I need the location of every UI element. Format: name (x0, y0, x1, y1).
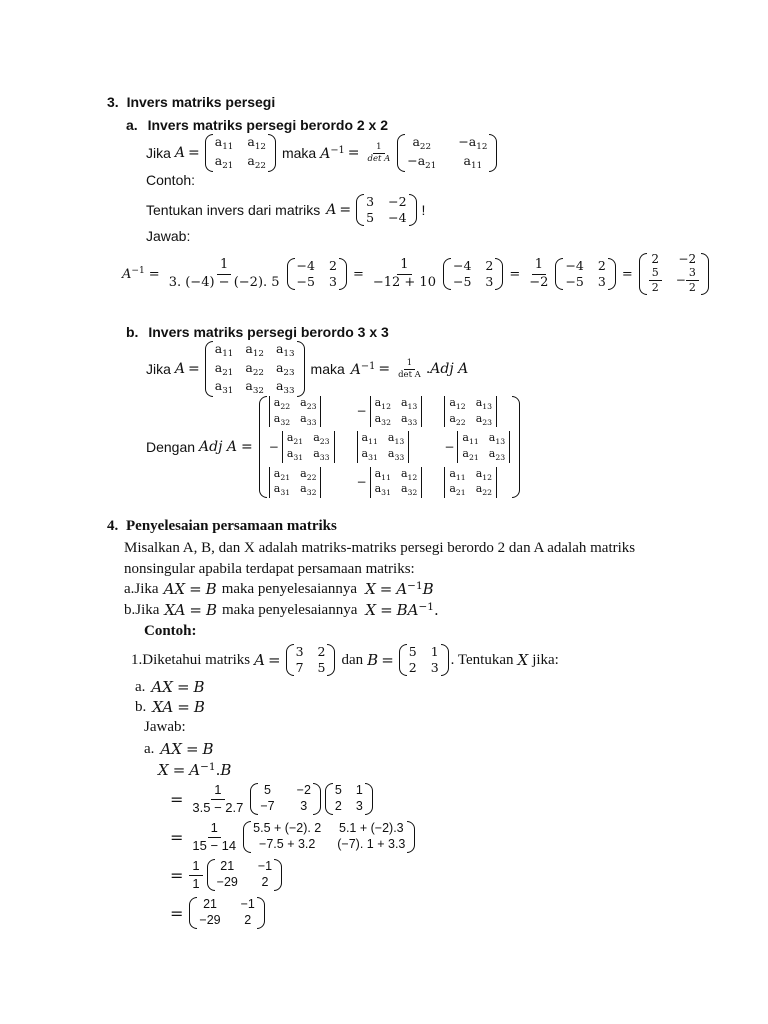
fraction-2: $\frac{1}{-12 + 10}$ (372, 257, 436, 290)
det-fraction: 1 det A (367, 141, 391, 164)
paragraph-line-1: Misalkan A, B, dan X adalah matriks-matriks persegi berordo 2 dan A adalah matriks (124, 540, 636, 556)
fraction-3: $\frac{1}{-2}$ (529, 257, 549, 290)
tentukan-text: Tentukan invers dari matriks (146, 202, 321, 218)
result-matrix: 2 −2 5 2 − $\frac{3}{2}$ (639, 253, 709, 294)
matrix-B: 5 1 2 3 (399, 644, 449, 675)
adj-matrix-3: −4 2 −5 3 (555, 258, 615, 289)
jika-word: Jika (146, 361, 171, 377)
section-number: 4. (107, 518, 119, 534)
adj-matrix-2: −4 2 −5 3 (443, 258, 503, 289)
var-A: A (174, 145, 186, 161)
inverse-3x3-formula: Jika A = $a_{11}$ $a_{12}$ $a_{13}$ $a_{21}$ $a_{22}$ $a_{23}$ $a_{31}$ $a_{32}$ $a_{33}$ maka $A^{-1}$ = 1 det A . Adj A (146, 340, 469, 397)
section-title: Penyelesaian persamaan matriks (126, 518, 337, 534)
question-b: b. XA = B (135, 698, 205, 716)
maka-word: maka (310, 361, 345, 377)
question-a: a. AX = B (135, 678, 205, 696)
section-number: 3. (107, 94, 119, 110)
example-problem: Tentukan invers dari matriks A = 3 −2 5 −4 ! (146, 194, 426, 225)
adj-A-text: Adj A (430, 361, 469, 377)
subsection-label: a. (126, 117, 138, 133)
jawab-label: Jawab: (144, 719, 186, 735)
cofactor-matrix: $a_{22}$ $a_{23}$ $a_{32}$ $a_{33}$ − $a_{12}$ $a_{13}$ $a_{32}$ $a_{33}$ $a_{12}$ $a_{13}$ $a_{22}$ $a_{23}$ − $a_{21}$ $a_{23}$ $a_{31}$ $a_{33}$ $a_{11}$ $a_{13}$ $a_{31}$ $a_{33}$ − $a_{11}$ $a_{13}$ $a_{21}$ $a_{23}$ $a_{21}$ $a_{22}$ $a_{31}$ $a_{32}$ − $a_{11}$ $a_{12}$ $a_{31}$ $a_{32}$ $a_{11}$ $a_{12}$ $a_{21}$ $a_{22}$ (259, 396, 520, 498)
adjugate-matrix-2x2: $a_{22}$ $-a_{12}$ $-a_{21}$ $a_{11}$ (397, 134, 497, 172)
example-statement: 1.Diketahui matriks A = 3 2 7 5 dan B = 5 1 2 3 . Tentukan X jika: (131, 644, 559, 675)
rule-b: b.Jika XA = B maka penyelesaiannya X = $BA^{-1}$ . (124, 601, 439, 619)
rule-a: a.Jika AX = B maka penyelesaiannya X = $A^{-1}B$ (124, 580, 434, 598)
paragraph-line-2: nonsingular apabila terdapat persamaan matriks: (124, 561, 415, 577)
inverse-2x2-formula: Jika A = $a_{11}$ $a_{12}$ $a_{21}$ $a_{22}$ maka $A^{-1}$ = 1 det A $a_{22}$ $-a_{12}$ $-a_{21}$ $a_{11}$ (146, 135, 499, 171)
section-4-heading (107, 518, 337, 535)
section-title: Invers matriks persegi (126, 94, 276, 110)
step-2: = $\frac{1}{15 - 14}$ 5.5 + (−2). 2 5.1 + (−2).3 −7.5 + 3.2 (−7). 1 + 3.3 (170, 819, 417, 855)
example-matrix: 3 −2 5 −4 (356, 194, 416, 225)
step-4: = 21 −1 −29 2 (170, 895, 267, 931)
general-matrix-2x2: $a_{11}$ $a_{12}$ $a_{21}$ $a_{22}$ (205, 134, 276, 172)
general-matrix-3x3: $a_{11}$ $a_{12}$ $a_{13}$ $a_{21}$ $a_{22}$ $a_{23}$ $a_{31}$ $a_{32}$ $a_{33}$ (205, 341, 305, 398)
subsection-b-heading (126, 324, 389, 340)
jawab-label: Jawab: (146, 228, 191, 244)
jika-word: Jika (146, 145, 171, 161)
dengan-word: Dengan (146, 439, 196, 455)
contoh-label: Contoh: (146, 172, 196, 188)
step-x-def: X = $A^{-1}$ . B (158, 761, 232, 779)
subsection-a-heading (126, 117, 388, 133)
adj-matrix-1: −4 2 −5 3 (287, 258, 347, 289)
step-3: = $\frac{1}{1}$ 21 −1 −29 2 (170, 857, 284, 893)
inverse-solution-line: $A^{-1}$ = $\frac{1}{3. (-4) - (-2). 5}$ −4 2 −5 3 = $\frac{1}{-12 + 10}$ −4 2 −5 3 = $\frac{1}{-2}$ −4 2 −5 3 = 2 −2 5 2 − $\frac{3}{2}$ (122, 246, 711, 302)
subsection-label: b. (126, 324, 139, 340)
section-3-heading (107, 94, 275, 110)
subsection-title: Invers matriks persegi berordo 2 x 2 (147, 117, 389, 133)
subsection-title: Invers matriks persegi berordo 3 x 3 (148, 324, 389, 340)
contoh-label: Contoh: (144, 623, 197, 639)
maka-word: maka (281, 145, 317, 161)
step-1: = $\frac{1}{3.5 - 2.7}$ 5 −2 −7 3 5 1 2 3 (170, 781, 375, 817)
fraction-1: $\frac{1}{3. (-4) - (-2). 5}$ (168, 257, 280, 290)
adjugate-definition: Dengan Adj A = $a_{22}$ $a_{23}$ $a_{32}$ $a_{33}$ − $a_{12}$ $a_{13}$ $a_{32}$ $a_{33}$ $a_{12}$ $a_{13}$ $a_{22}$ $a_{23}$ − $a_{21}$ $a_{23}$ $a_{31}$ $a_{33}$ $a_{11}$ $a_{13}$ $a_{31}$ $a_{33}$ − $a_{11}$ $a_{13}$ $a_{21}$ $a_{23}$ $a_{21}$ $a_{22}$ $a_{31}$ $a_{32}$ − $a_{11}$ $a_{12}$ $a_{31}$ $a_{32}$ $a_{11}$ $a_{12}$ $a_{21}$ $a_{22}$ (146, 398, 522, 496)
matrix-A: 3 2 7 5 (286, 644, 336, 675)
answer-a: a. AX = B (144, 740, 214, 758)
